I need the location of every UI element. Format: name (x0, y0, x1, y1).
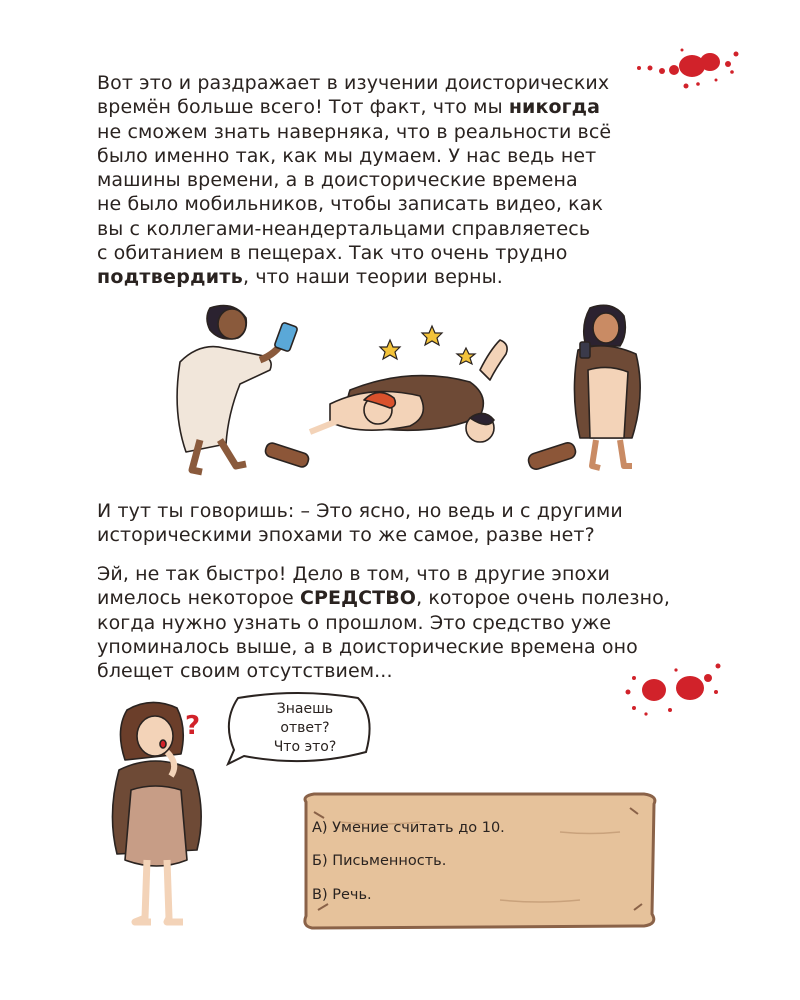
text-line: И тут ты говоришь: – Это ясно, но ведь и с другими (97, 500, 623, 522)
text-line: историческими эпохами то же самое, разве нет? (97, 524, 595, 547)
log-icon (264, 441, 577, 471)
blood-splatter-icon (618, 658, 738, 720)
speech-bubble-text (246, 700, 364, 757)
answer-paragraph (97, 562, 687, 683)
text-line: не сможем знать наверняка, что в реальности всё (97, 120, 612, 143)
emphasis-tool: СРЕДСТВО (299, 587, 417, 610)
text-line: Вот это и раздражает в изучении доисторических (97, 72, 610, 94)
text-line: машины времени, а в доисторические времена (97, 169, 578, 192)
text-line: блещет своим отсутствием... (97, 660, 393, 683)
text-line: вы с коллегами-неандертальцами справляетесь (97, 217, 591, 240)
text-line: упоминалось выше, а в доисторические времена оно (97, 635, 638, 658)
bubble-line: Что это? (273, 739, 337, 755)
text-line: времён больше всего! Тот факт, что мы (97, 96, 509, 119)
blood-splatter-icon (630, 44, 750, 100)
quiz-option-b: Б) Письменность. (312, 853, 447, 869)
emphasis-confirm: подтвердить (97, 266, 244, 289)
text-line: , которое очень полезно, (416, 587, 671, 610)
emphasis-never: никогда (508, 96, 600, 119)
fallen-cavemen (310, 340, 507, 442)
text-line: было именно так, как мы думаем. У нас ведь нет (97, 144, 597, 167)
quiz-option-c: В) Речь. (312, 887, 372, 903)
bubble-line: ответ? (280, 720, 330, 736)
cave-people-illustration (150, 300, 670, 480)
text-line: имелось некоторое (97, 587, 300, 610)
text-line: с обитанием в пещерах. Так что очень трудно (97, 242, 568, 265)
text-line: Эй, не так быстро! Дело в том, что в другие эпохи (97, 563, 610, 585)
intro-paragraph (97, 71, 657, 290)
dizzy-stars-icon (380, 326, 475, 364)
text-line: не было мобильников, чтобы записать видео, как (97, 193, 604, 216)
question-mark-icon: ? (185, 711, 201, 741)
quiz-option-a: А) Умение считать до 10. (312, 820, 505, 836)
text-line: , что наши теории верны. (243, 266, 503, 289)
cavewoman-laughing (574, 305, 640, 468)
question-paragraph (97, 499, 677, 548)
text-line: когда нужно узнать о прошлом. Это средство уже (97, 611, 612, 634)
bubble-line: Знаешь (276, 701, 334, 717)
cavegirl-thinking-illustration (105, 700, 215, 935)
